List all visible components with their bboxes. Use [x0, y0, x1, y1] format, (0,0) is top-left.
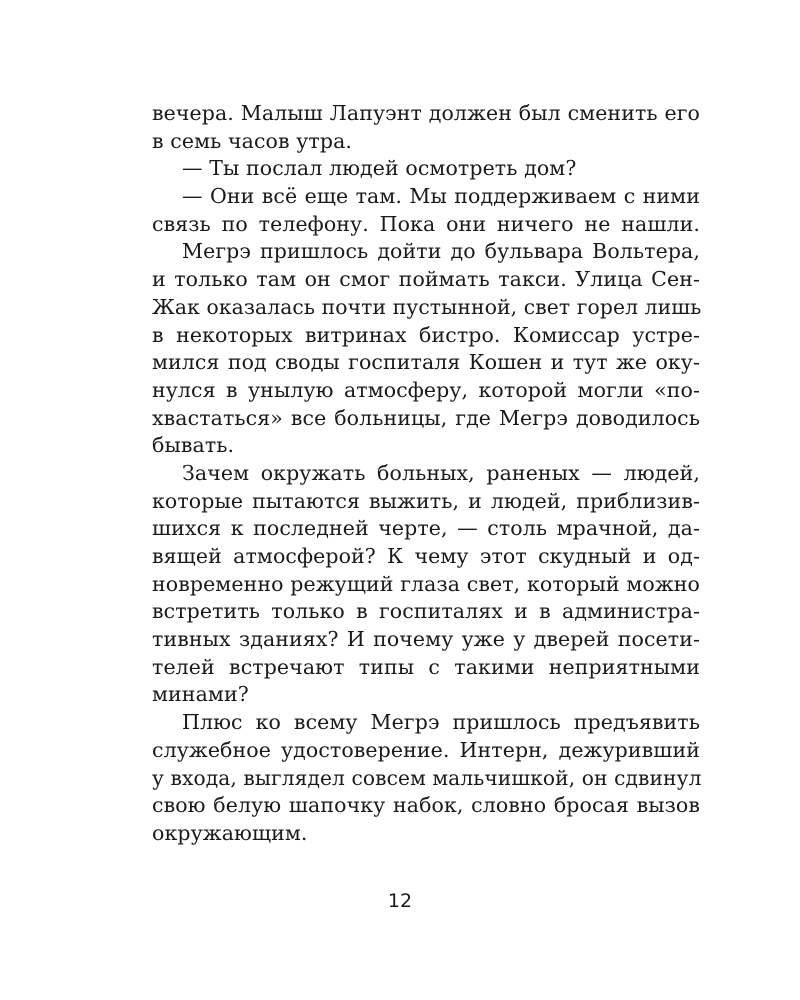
text-line: нулся в унылую атмосферу, которой могли «по-	[152, 377, 700, 402]
text-line: шихся к последней черте, — столь мрачной, да-	[152, 516, 700, 541]
text-line: Зачем окружать больных, раненых — людей,	[182, 460, 700, 485]
text-line: телей встречают типы с такими неприятными	[152, 654, 700, 679]
text-line: связь по телефону. Пока они ничего не нашли.	[152, 211, 700, 236]
text-line: в некоторых витринах бистро. Комиссар устре-	[152, 322, 700, 347]
text-line: минами?	[152, 682, 249, 707]
text-line: окружающим.	[152, 820, 308, 845]
body-text	[152, 100, 700, 848]
text-line: Жак оказалась почти пустынной, свет горел лишь	[152, 294, 702, 319]
text-line: и только там он смог поймать такси. Улица Сен-	[152, 267, 700, 292]
text-line: которые пытаются выжить, и людей, приблизив-	[152, 488, 700, 513]
text-line: свою белую шапочку набок, словно бросая вызов	[152, 793, 700, 818]
text-line: вящей атмосферой? К чему этот скудный и од-	[152, 544, 700, 568]
text-line: новременно режущий глаза свет, который можно	[152, 571, 700, 596]
text-line: — Ты послал людей осмотреть дом?	[182, 156, 577, 181]
text-line: бывать.	[152, 433, 235, 458]
text-line: встретить только в госпиталях и в администра-	[152, 599, 700, 624]
text-line: в семь часов утра.	[152, 128, 353, 153]
text-line: служебное удостоверение. Интерн, дежуривший	[152, 737, 700, 762]
text-line: мился под своды госпиталя Кошен и тут же оку-	[152, 350, 700, 375]
text-line: Плюс ко всему Мегрэ пришлось предъявить	[182, 710, 700, 735]
page-number: 12	[387, 890, 413, 912]
text-line: у входа, выглядел совсем мальчишкой, он сдвинул	[152, 765, 702, 790]
text-line: тивных зданиях? И почему уже у дверей посети-	[152, 627, 700, 652]
text-line: — Они всё еще там. Мы поддерживаем с ними	[182, 184, 700, 209]
text-line: Мегрэ пришлось дойти до бульвара Вольтера,	[182, 239, 700, 264]
text-line: хвастаться» все больницы, где Мегрэ доводилось	[152, 405, 700, 430]
text-line: вечера. Малыш Лапуэнт должен был сменить его	[152, 101, 700, 125]
